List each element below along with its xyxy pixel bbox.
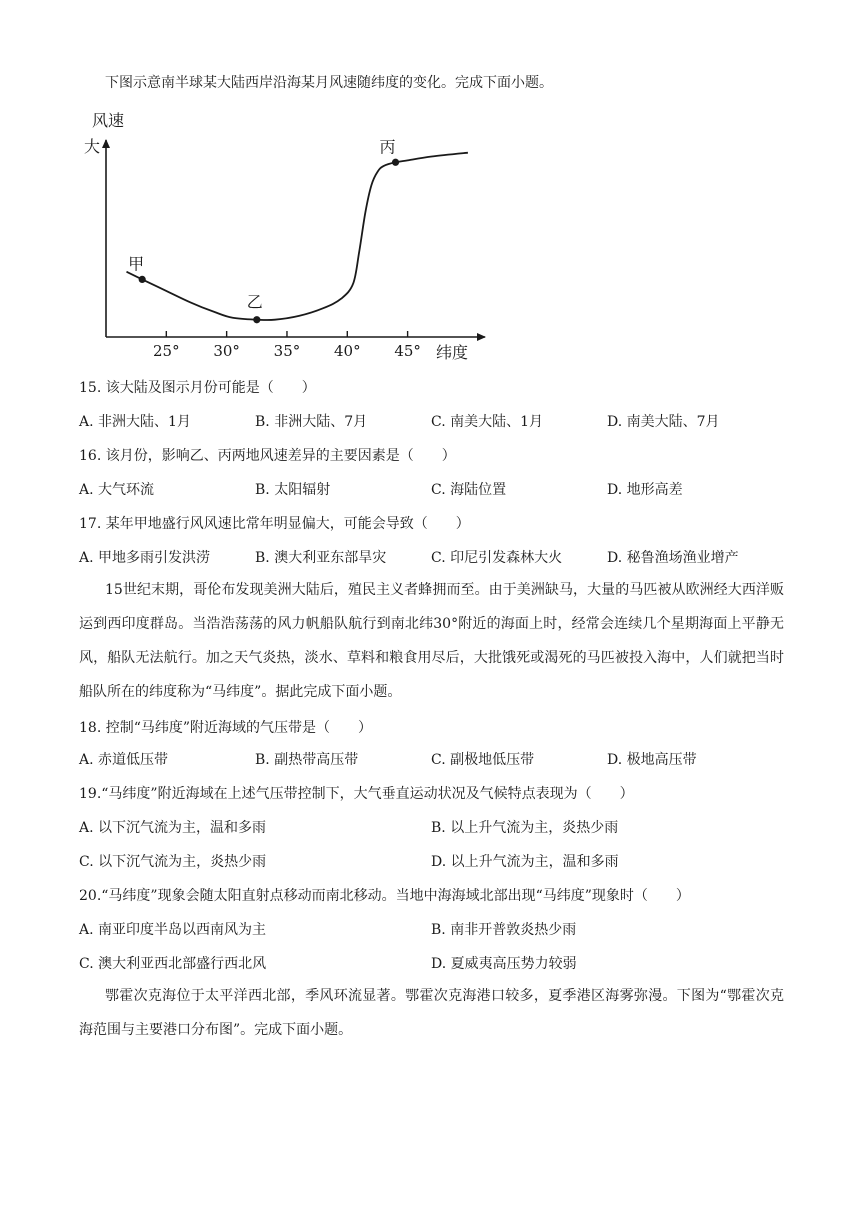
x-tick-label: 40° [333,342,361,360]
wind-speed-series-line [127,153,468,320]
intro-text: 下图示意南半球某大陆西岸沿海某月风速随纬度的变化。完成下面小题。 [105,75,553,91]
x-tick-label: 45° [394,342,421,360]
question-stem-18: 18. 控制“马纬度”附近海域的气压带是（ ） [79,720,373,736]
answer-option-18-A[interactable]: A. 赤道低压带 [79,752,169,768]
answer-option-15-C[interactable]: C. 南美大陆、1月 [431,414,544,430]
answer-option-16-D[interactable]: D. 地形高差 [607,482,683,498]
answer-option-15-B[interactable]: B. 非洲大陆、7月 [255,414,368,430]
point-label-1: 乙 [246,292,263,312]
answer-option-19-A[interactable]: A. 以下沉气流为主，温和多雨 [79,820,267,836]
answer-option-19-B[interactable]: B. 以上升气流为主，炎热少雨 [431,820,619,836]
passage-okhotsk-sea: 鄂霍次克海位于太平洋西北部，季风环流显著。鄂霍次克海港口较多，夏季港区海雾弥漫。下图为“鄂霍次克海范围与主要港口分布图”。完成下面小题。 [79,988,784,1038]
x-tick-label: 25° [153,342,180,360]
answer-option-15-A[interactable]: A. 非洲大陆、1月 [79,414,191,430]
question-stem-16: 16. 该月份，影响乙、丙两地风速差异的主要因素是（ ） [79,448,456,464]
x-axis-label: 纬度 [436,343,469,362]
question-stem-15: 15. 该大陆及图示月份可能是（ ） [79,380,316,396]
answer-option-17-C[interactable]: C. 印尼引发森林大火 [431,550,563,566]
wind-speed-chart [70,100,500,370]
answer-option-18-C[interactable]: C. 副极地低压带 [431,752,535,768]
y-axis-label-line1: 风速 [92,111,125,130]
point-label-2: 丙 [379,137,396,157]
answer-option-20-C[interactable]: C. 澳大利亚西北部盛行西北风 [79,956,267,972]
answer-option-17-B[interactable]: B. 澳大利亚东部旱灾 [255,550,387,566]
x-tick-label: 30° [213,342,240,360]
point-marker-0 [139,276,146,283]
question-stem-20: 20.“马纬度”现象会随太阳直射点移动而南北移动。当地中海海域北部出现“马纬度”现象时（ ） [79,888,690,904]
answer-option-20-A[interactable]: A. 南亚印度半岛以西南风为主 [79,922,267,938]
answer-option-19-C[interactable]: C. 以下沉气流为主，炎热少雨 [79,854,267,870]
answer-option-17-A[interactable]: A. 甲地多雨引发洪涝 [79,550,211,566]
passage-horse-latitudes: 15世纪末期，哥伦布发现美洲大陆后，殖民主义者蜂拥而至。由于美洲缺马，大量的马匹被从欧洲经大西洋贩运到西印度群岛。当浩浩荡荡的风力帆船队航行到南北纬30°附近的海面上时，经常会连续几个星期海面上平静无风，船队无法航行。加之天气炎热，淡水、草料和粮食用尽后，大批饿死或渴死的马匹被投入海中，人们就把当时船队所在的纬度称为“马纬度”。据此完成下面小题。 [79,582,784,700]
y-axis-label-line2: 大 [84,137,101,156]
question-stem-17: 17. 某年甲地盛行风风速比常年明显偏大，可能会导致（ ） [79,516,470,532]
answer-option-20-B[interactable]: B. 南非开普敦炎热少雨 [431,922,577,938]
answer-option-19-D[interactable]: D. 以上升气流为主，温和多雨 [431,854,619,870]
answer-option-16-C[interactable]: C. 海陆位置 [431,482,507,498]
answer-option-18-D[interactable]: D. 极地高压带 [607,752,697,768]
answer-option-16-B[interactable]: B. 太阳辐射 [255,482,331,498]
point-label-0: 甲 [128,254,145,274]
x-tick-label: 35° [273,342,301,360]
answer-option-15-D[interactable]: D. 南美大陆、7月 [607,414,720,430]
point-marker-2 [392,159,399,166]
question-stem-19: 19.“马纬度”附近海域在上述气压带控制下，大气垂直运动状况及气候特点表现为（ ） [79,786,634,802]
answer-option-20-D[interactable]: D. 夏威夷高压势力较弱 [431,956,577,972]
answer-option-18-B[interactable]: B. 副热带高压带 [255,752,359,768]
answer-option-17-D[interactable]: D. 秘鲁渔场渔业增产 [607,550,739,566]
answer-option-16-A[interactable]: A. 大气环流 [79,482,155,498]
point-marker-1 [253,316,260,323]
